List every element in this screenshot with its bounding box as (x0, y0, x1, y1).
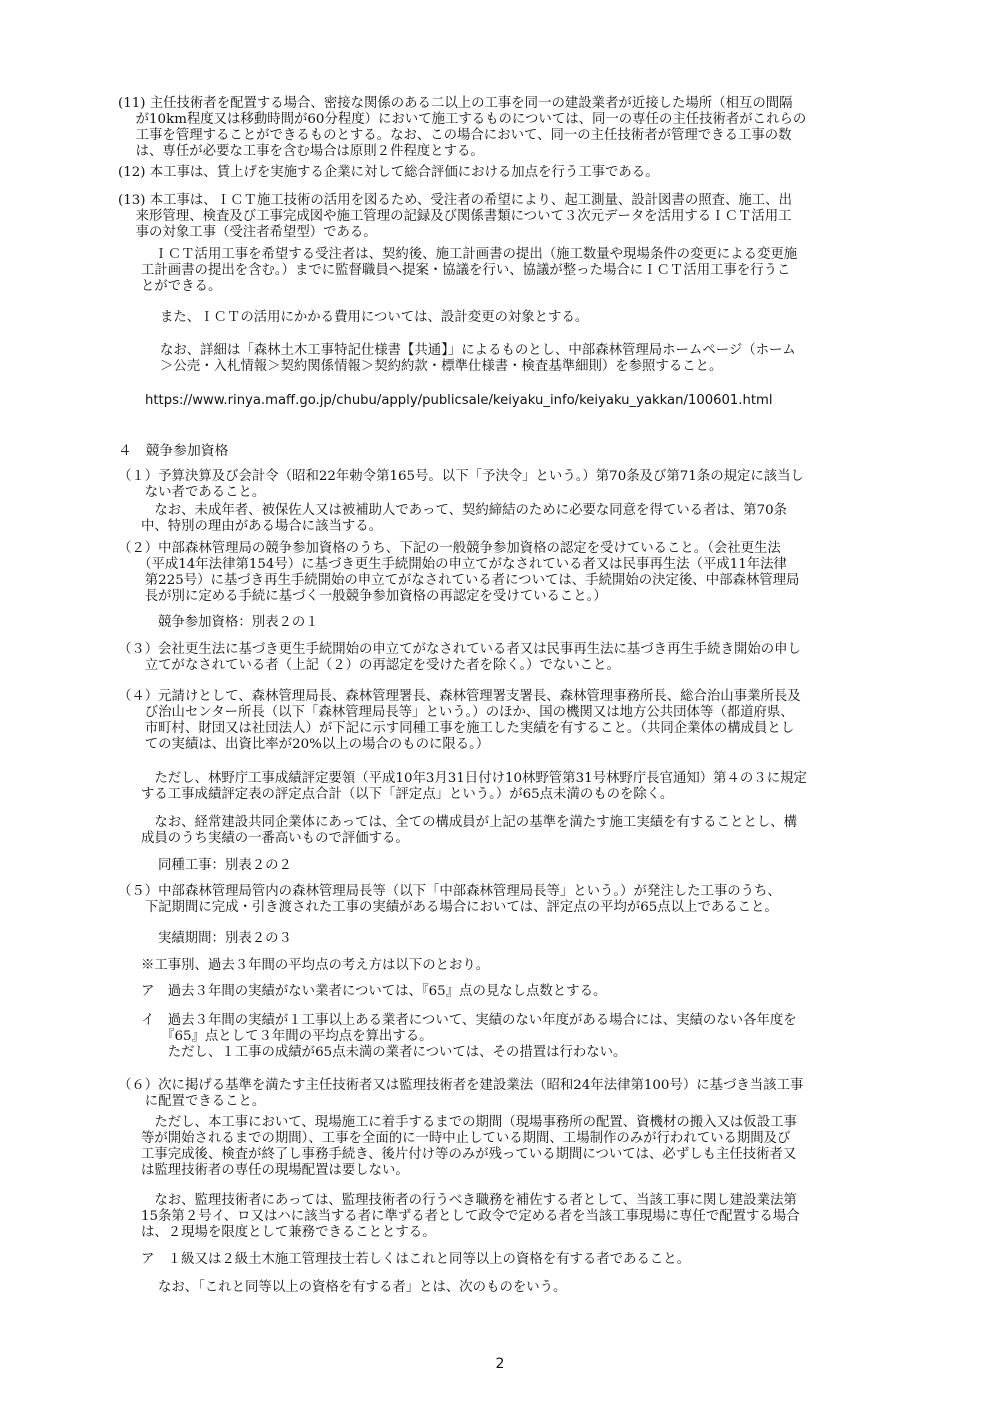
qualification-item-1: （１）予算決算及び会計令（昭和22年勅令第165号。以下「予決令」という。）第70条及び第71条の規定に該当し ない者であること。 (118, 469, 804, 500)
qualification-item-6-assistant: なお、監理技術者にあっては、監理技術者の行うべき職務を補佐する者として、当該工事に関し建設業法第 15条第２号イ、ロ又はハに該当する者に準ずる者として政令で定める者を当該工事現場に専任で配置する場合 は、２現場を限度として兼務できることとする。 (141, 1193, 800, 1240)
qualification-item-4-jv-note: なお、経常建設共同企業体にあっては、全ての構成員が上記の基準を満たす施工実績を有することとし、構 成員のうち実績の一番高いもので評価する。 (141, 815, 798, 846)
reference-url: https://www.rinya.maff.go.jp/chubu/apply/publicsale/keiyaku_info/keiyaku_yakkan/100601.html (145, 393, 773, 408)
paragraph-item-12: (12) 本工事は、賃上げを実施する企業に対して総合評価における加点を行う工事である。 (118, 165, 659, 180)
paragraph-item-11: (11) 主任技術者を配置する場合、密接な関係のある二以上の工事を同一の建設業者が近接した場所（相互の間隔 が10km程度又は移動時間が60分程度）において施工するものについては、同一の専任の主任技術者がこれらの 工事を管理することができるものとする。なお、この場合において、同一の主任技術者が管理できる工事の数 は、専任が必要な工事を含む場合は原則２件程度とする。 (118, 96, 807, 159)
qualification-item-5-table: 実績期間：別表２の３ (158, 931, 292, 946)
qualification-item-6-a-note: なお、「これと同等以上の資格を有する者」とは、次のものをいう。 (158, 1280, 567, 1295)
qualification-item-2: （２）中部森林管理局の競争参加資格のうち、下記の一般競争参加資格の認定を受けていること。（会社更生法 （平成14年法律第154号）に基づき更生手続開始の申立てがなされている者又は民事再生法（平成11年法律 第225号）に基づき再生手続開始の申立てがなされている者については、手続開始の決定後、中部森林管理局 長が別に定める手続に基づく一般競争参加資格の再認定を受けていること。） (118, 541, 800, 604)
paragraph-item-13: (13) 本工事は、ＩＣＴ施工技術の活用を図るため、受注者の希望により、起工測量、設計図書の照査、施工、出 来形管理、検査及び工事完成図や施工管理の記録及び関係書類について３次元データを活用するＩＣＴ活用工 事の対象工事（受注者希望型）である。 (118, 193, 792, 240)
qualification-item-2-table: 競争参加資格：別表２の１ (158, 615, 319, 630)
qualification-item-4-exclusion: ただし、林野庁工事成績評定要領（平成10年3月31日付け10林野管第31号林野庁長官通知）第４の３に規定 する工事成績評定表の評定点合計（以下「評定点」という。）が65点未満のものを除く。 (141, 771, 807, 802)
qualification-item-3: （３）会社更生法に基づき更生手続開始の申立てがなされている者又は民事再生法に基づき再生手続き開始の申し 立てがなされている者（上記（２）の再認定を受けた者を除く。）でないこと。 (118, 642, 801, 673)
qualification-item-6-exception: ただし、本工事において、現場施工に着手するまでの期間（現場事務所の配置、資機材の搬入又は仮設工事 等が開始されるまでの期間）、工事を全面的に一時中止している期間、工場制作のみが行われている期間及び 工事完成後、検査が終了し事務手続き、後片付け等のみが残っている期間については、必ずしも主任技術者又 は監理技術者の専任の現場配置は要しない。 (141, 1115, 797, 1178)
paragraph-ict-proposal: ＩＣＴ活用工事を希望する受注者は、契約後、施工計画書の提出（施工数量や現場条件の変更による変更施 工計画書の提出を含む。）までに監督職員へ提案・協議を行い、協議が整った場合にＩＣＴ活用工事を行うこ とができる。 (141, 247, 798, 294)
paragraph-ict-cost: また、ＩＣＴの活用にかかる費用については、設計変更の対象とする。 (160, 310, 589, 325)
qualification-item-5: （５）中部森林管理局管内の森林管理局長等（以下「中部森林管理局長等」という。）が発注した工事のうち、 下記期間に完成・引き渡された工事の実績がある場合においては、評定点の平均が65点以上であること。 (118, 884, 781, 915)
qualification-item-5-a: ア 過去３年間の実績がない業者については、『65』点の見なし点数とする。 (141, 984, 607, 999)
qualification-item-1-note: なお、未成年者、被保佐人又は被補助人であって、契約締結のために必要な同意を得ている者は、第70条 中、特別の理由がある場合に該当する。 (141, 503, 787, 534)
paragraph-details-reference: なお、詳細は「森林土木工事特記仕様書【共通】」によるものとし、中部森林管理局ホームページ（ホーム ＞公売・入札情報＞契約関係情報＞契約約款・標準仕様書・検査基準細則）を参照すること。 (160, 343, 796, 374)
qualification-item-4: （４）元請けとして、森林管理局長、森林管理署長、森林管理署支署長、森林管理事務所長、総合治山事業所長及 び治山センター所長（以下「森林管理局長等」という。）のほか、国の機関又は地方公共団体等（都道府県、 市町村、財団又は社団法人）が下記に示す同種工事を施工した実績を有すること。（共同企業体の構成員とし ての実績は、出資比率が20%以上の場合のものに限る。） (118, 689, 801, 752)
section-heading-4: ４ 競争参加資格 (118, 443, 229, 459)
qualification-item-4-table: 同種工事：別表２の２ (158, 858, 292, 873)
qualification-item-5-note: ※工事別、過去３年間の平均点の考え方は以下のとおり。 (141, 958, 490, 973)
qualification-item-6: （６）次に掲げる基準を満たす主任技術者又は監理技術者を建設業法（昭和24年法律第100号）に基づき当該工事 に配置できること。 (118, 1078, 804, 1109)
qualification-item-5-i: イ 過去３年間の実績が１工事以上ある業者について、実績のない年度がある場合には、実績のない各年度を 『65』点として３年間の平均点を算出する。 ただし、１工事の成績が65点未満の業者については、その措置は行わない。 (141, 1013, 797, 1060)
qualification-item-6-a: ア １級又は２級土木施工管理技士若しくはこれと同等以上の資格を有する者であること。 (141, 1252, 691, 1267)
page-number: 2 (495, 1356, 505, 1372)
